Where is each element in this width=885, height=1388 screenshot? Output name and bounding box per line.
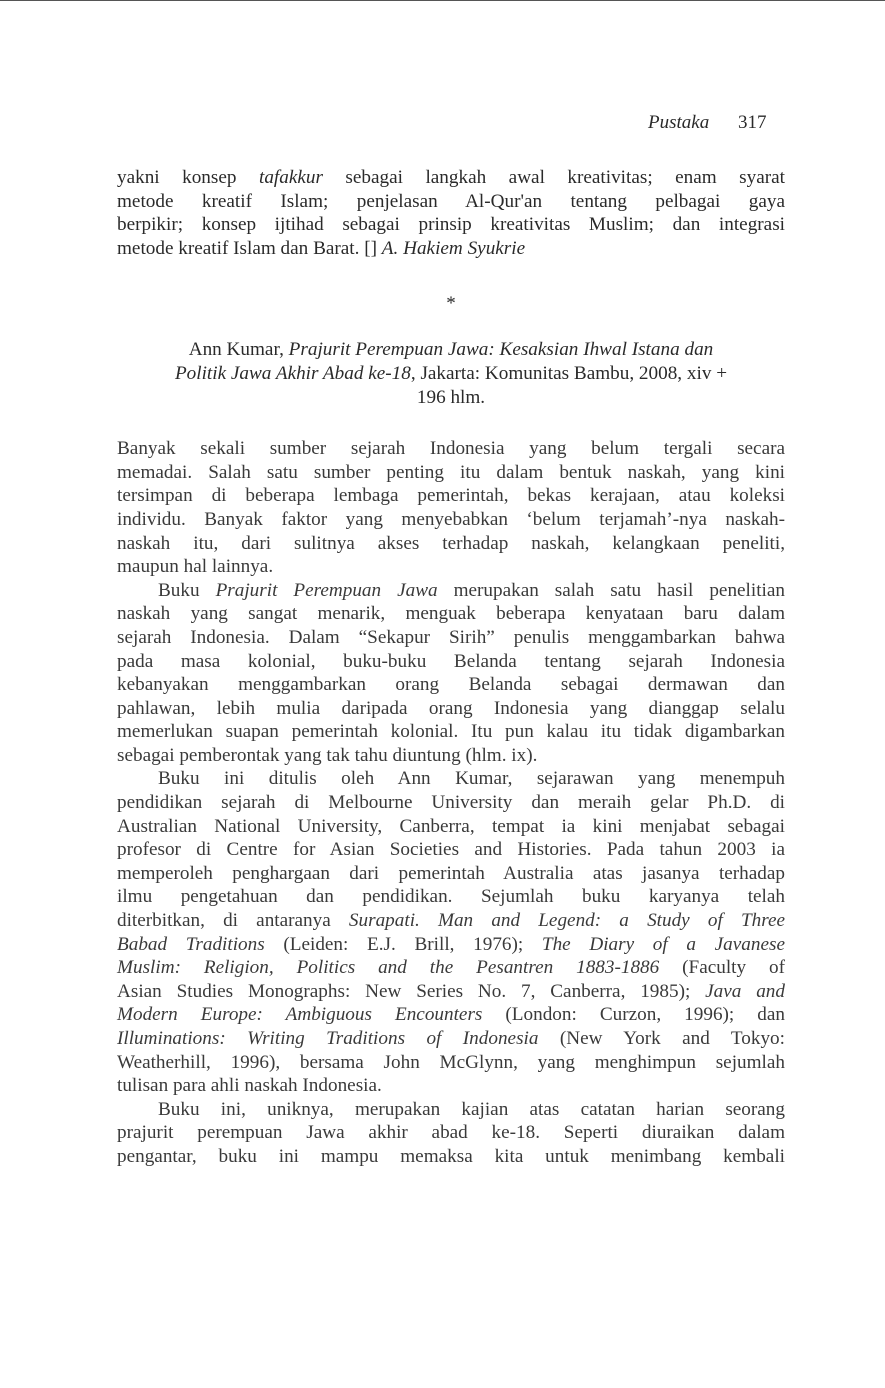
text-line: Muslim: Religion, Politics and the Pesantren 1883-1886 (Faculty of — [117, 957, 785, 979]
text-line: pada masa kolonial, buku-buku Belanda tentang sejarah Indonesia — [117, 650, 785, 672]
running-head: Pustaka — [648, 112, 710, 133]
book-citation — [117, 338, 785, 409]
text-line: memperoleh penghargaan dari pemerintah Australia atas jasanya terhadap — [117, 862, 785, 884]
text-line: Illuminations: Writing Traditions of Indonesia (New York and Tokyo: — [117, 1028, 785, 1049]
text-line: sejarah Indonesia. Dalam “Sekapur Sirih” penulis menggambarkan bahwa — [117, 626, 785, 648]
text-line: kebanyakan menggambarkan orang Belanda sebagai dermawan dan — [117, 674, 785, 696]
citation-line: Politik Jawa Akhir Abad ke-18, Jakarta: Komunitas Bambu, 2008, xiv + — [174, 362, 728, 384]
text-line: metode kreatif Islam dan Barat. [] A. Hakiem Syukrie — [117, 237, 526, 259]
text-line: naskah yang sangat menarik, menguak beberapa kenyataan baru dalam — [117, 603, 785, 625]
book-title: Prajurit Perempuan Jawa: Kesaksian Ihwal Istana dan — [288, 339, 714, 361]
citation-line: 196 hlm. — [416, 386, 486, 408]
text-line: sebagai pemberontak yang tak tahu diuntung (hlm. ix). — [117, 744, 538, 766]
text-line: Australian National University, Canberra, tempat ia kini menjabat sebagai — [117, 815, 785, 837]
text-line: profesor di Centre for Asian Societies and Histories. Pada tahun 2003 ia — [117, 839, 785, 861]
text-line: yakni konsep tafakkur sebagai langkah awal kreativitas; enam syarat — [117, 167, 785, 188]
text-line: Weatherhill, 1996), bersama John McGlynn, yang menghimpun sejumlah — [117, 1051, 785, 1073]
book-title: Politik Jawa Akhir Abad ke-18 — [174, 362, 411, 384]
text-line: metode kreatif Islam; penjelasan Al-Qur'an tentang pelbagai gaya — [117, 190, 785, 212]
text-line: Asian Studies Monographs: New Series No. 7, Canberra, 1985); Java and — [117, 980, 785, 1002]
text-line: ilmu pengetahuan dan pendidikan. Sejumlah buku karyanya telah — [117, 886, 785, 908]
page-top-rule — [0, 0, 885, 1]
text-line: diterbitkan, di antaranya Surapati. Man and Legend: a Study of Three — [117, 910, 786, 932]
paragraph — [117, 767, 785, 1097]
text-line: berpikir; konsep ijtihad sebagai prinsip kreativitas Muslim; dan integrasi — [117, 214, 785, 236]
text-line: pengantar, buku ini mampu memaksa kita untuk menimbang kembali — [117, 1145, 785, 1167]
text-line: memadai. Salah satu sumber penting itu dalam bentuk naskah, yang kini — [117, 461, 785, 483]
page-body — [117, 166, 785, 1169]
page-header — [0, 112, 885, 142]
text-line: Buku ini, uniknya, merupakan kajian atas catatan harian seorang — [158, 1098, 785, 1120]
text-line: pendidikan sejarah di Melbourne University dan meraih gelar Ph.D. di — [117, 792, 785, 814]
text-line: memerlukan suapan pemerintah kolonial. Itu pun kalau itu tidak digambarkan — [117, 721, 785, 743]
text-line: pahlawan, lebih mulia daripada orang Indonesia yang dianggap selalu — [117, 697, 785, 719]
text-line: Buku Prajurit Perempuan Jawa merupakan salah satu hasil penelitian — [158, 579, 785, 601]
text-line: tersimpan di beberapa lembaga pemerintah, bekas kerajaan, atau koleksi — [117, 485, 785, 507]
citation-line: Ann Kumar, Prajurit Perempuan Jawa: Kesaksian Ihwal Istana dan — [188, 339, 714, 361]
paragraph — [117, 579, 785, 768]
text-line: Babad Traditions (Leiden: E.J. Brill, 1976); The Diary of a Javanese — [117, 933, 785, 955]
reviewer-signature: A. Hakiem Syukrie — [381, 237, 526, 259]
page-number: 317 — [738, 112, 767, 133]
review-body — [117, 437, 785, 1168]
paragraph — [117, 1098, 785, 1169]
text-line: prajurit perempuan Jawa akhir abad ke-18. Seperti diuraikan dalam — [117, 1122, 785, 1144]
text-line: individu. Banyak faktor yang menyebabkan ‘belum terjamah’-nya naskah- — [117, 508, 785, 530]
text-line: naskah itu, dari sulitnya akses terhadap naskah, kelangkaan peneliti, — [117, 532, 785, 554]
text-line: Buku ini ditulis oleh Ann Kumar, sejarawan yang menempuh — [158, 768, 785, 790]
paragraph — [117, 437, 785, 579]
text-line: tulisan para ahli naskah Indonesia. — [117, 1075, 382, 1097]
previous-review-ending — [117, 166, 785, 260]
text-line: Banyak sekali sumber sejarah Indonesia yang belum tergali secara — [117, 438, 785, 460]
section-separator: * — [446, 293, 456, 315]
text-line: Modern Europe: Ambiguous Encounters (London: Curzon, 1996); dan — [117, 1004, 785, 1026]
text-line: maupun hal lainnya. — [117, 556, 274, 578]
